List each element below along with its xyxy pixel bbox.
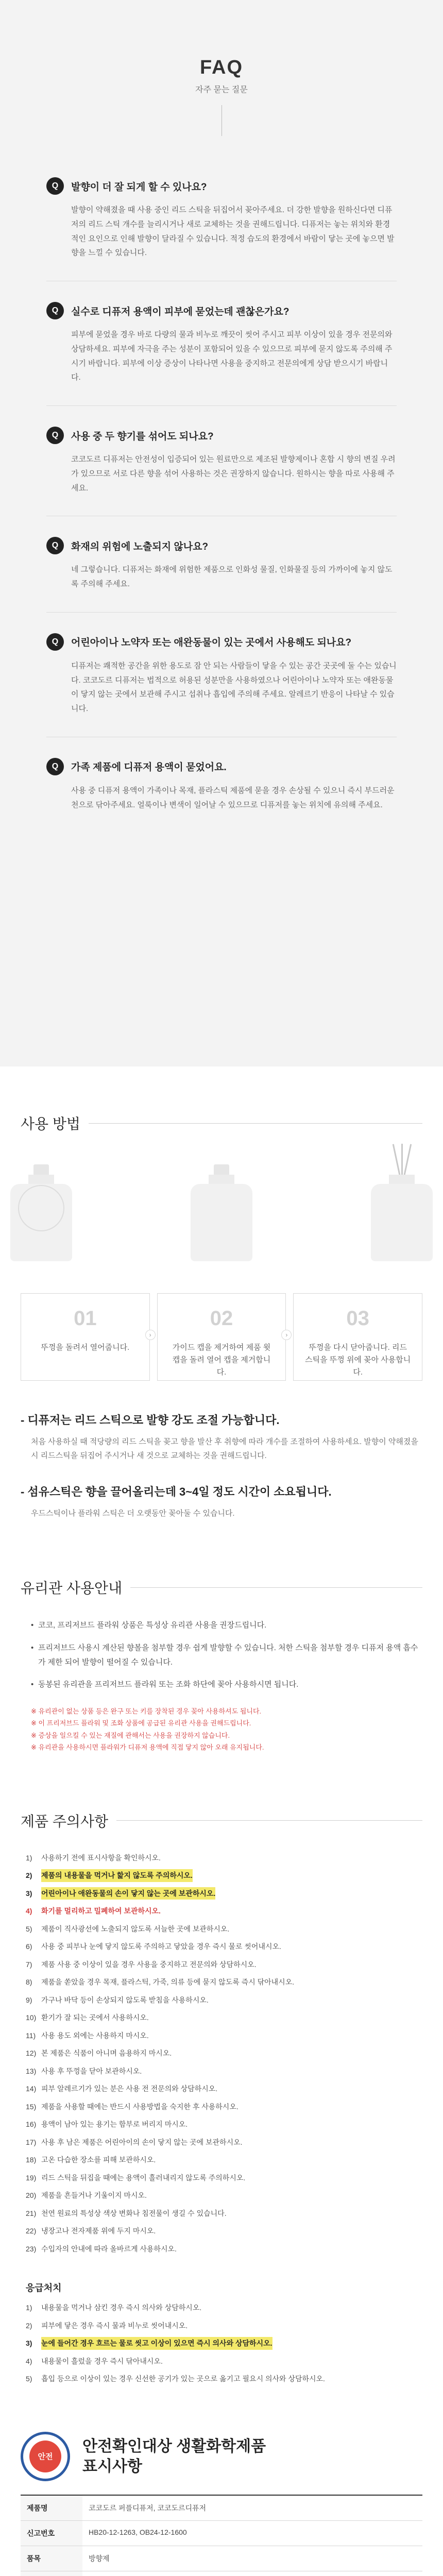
caution-number: 21) [26,2209,37,2217]
usage-step [21,1293,150,1381]
usage-tip-text: 우드스틱이나 플라워 스틱은 더 오랫동안 꽂아둘 수 있습니다. [31,1509,235,1518]
faq-question: 가족 제품에 디퓨저 용액이 묻었어요. [71,762,227,773]
label-value [82,2571,422,2576]
caution-text: 수입자의 안내에 따라 올바르게 사용하시오. [41,2244,177,2253]
glass-title: 유리관 사용안내 [21,1580,123,1596]
table-row [21,2571,422,2576]
caution-number: 19) [26,2173,37,2182]
glass-header [0,1577,443,1598]
caution-item [26,1887,422,1900]
chevron-right-icon: › [281,1330,292,1340]
label-key [21,2571,82,2576]
caution-text: 제품을 사용할 때에는 반드시 사용방법을 숙지한 후 사용하시오. [41,2102,238,2111]
caution-item [26,1958,422,1971]
step-description: 가이드 캡을 제거하여 제품 윗 캡을 돌려 열어 캡을 제거합니다. [172,1343,271,1377]
caution-item [26,2337,422,2350]
caution-number: 3) [26,1889,32,1897]
safety-label-title: 안전확인대상 생활화학제품 [82,2437,266,2455]
step-description: 뚜껑을 다시 닫아줍니다. 리드 스틱을 뚜껑 위에 꽂아 사용합니다. [305,1343,411,1377]
first-aid-title: 응급처치 [26,2283,62,2294]
caution-number: 22) [26,2227,37,2235]
table-row [21,2546,422,2571]
caution-item [26,1869,422,1882]
step-number: 03 [346,1307,369,1330]
caution-text: 피부에 닿은 경우 즉시 물과 비누로 씻어내시오. [41,2321,188,2330]
label-value: HB20-12-1263, OB24-12-1600 [82,2520,422,2546]
faq-item [46,406,397,516]
caution-item [26,2029,422,2042]
first-aid-list [26,2301,422,2385]
faq-title: FAQ [199,57,244,78]
label-key: 제품명 [21,2495,82,2521]
caution-item [26,2065,422,2078]
usage-steps [0,1293,443,1381]
table-row [21,2495,422,2521]
cautions-title: 제품 주의사항 [21,1813,109,1829]
caution-item [26,2301,422,2314]
caution-number: 11) [26,2031,36,2040]
caution-text: 고온 다습한 장소를 피해 보관하시오. [41,2156,156,2164]
caution-number: 10) [26,2013,37,2022]
faq-question: 어린아이나 노약자 또는 애완동물이 있는 곳에서 사용해도 되나요? [71,637,352,649]
glass-guide-list [0,1598,443,1692]
caution-item [26,1852,422,1865]
safety-label-section [21,2432,422,2576]
caution-text: 내용물을 먹거나 삼킨 경우 즉시 의사와 상담하시오. [41,2303,202,2312]
caution-item [26,2172,422,2184]
faq-item [46,157,397,281]
caution-text: 눈에 들어간 경우 흐르는 물로 씻고 이상이 있으면 즉시 의사와 상담하시오. [41,2337,272,2350]
caution-number: 2) [26,2321,32,2330]
caution-number: 23) [26,2244,37,2253]
faq-item [46,281,397,406]
caution-text: 제품을 쏟았을 경우 목재, 플라스틱, 가죽, 의류 등에 묻지 않도록 즉시 닦아내시오. [41,1978,295,1987]
caution-item [26,2136,422,2149]
safety-check-mark-icon: 안전 [21,2432,70,2481]
list-item: • 코코, 프리저브드 플라워 상품은 특성상 유리관 사용을 권장드립니다. [31,1618,422,1633]
glass-notes [0,1700,443,1754]
caution-number: 3) [26,2339,32,2348]
caution-number: 4) [26,1907,32,1916]
usage-step [157,1293,286,1381]
caution-item [26,2243,422,2256]
caution-number: 17) [26,2138,37,2146]
caution-item [26,2319,422,2332]
usage-header [0,1113,443,1133]
question-icon: Q [46,758,64,775]
question-icon: Q [46,537,64,554]
caution-item [26,2047,422,2060]
caution-text: 어린아이나 애완동물의 손이 닿지 않는 곳에 보관하시오. [41,1887,215,1900]
faq-question: 실수로 디퓨저 용액이 피부에 묻었는데 괜찮은가요? [71,306,289,317]
caution-item [26,2100,422,2113]
faq-answer: 디퓨저는 쾌적한 공간을 위한 용도로 잠 안 되는 사람들이 닿을 수 있는 공간 곳곳에 둘 수는 있습니다. 코코도르 디퓨저는 법적으로 허용된 성분만을 사용하였으나 어린아이나 노약자 또는 애완동물이 닿지 않는 곳에서 보관해 주시고 섭취나 흡입에 주의해 주세요. 알레르기 반응이 나타날 수 있습니다. [71,661,397,713]
twist-arrow-icon [18,1185,64,1231]
bottle-with-sticks-illustration [368,1164,435,1262]
caution-text: 흡입 등으로 이상이 있는 경우 신선한 공기가 있는 곳으로 옮기고 필요시 의사와 상담하시오. [41,2375,325,2383]
caution-text: 용액이 남아 있는 용기는 함부로 버리지 마시오. [41,2120,188,2129]
usage-step [293,1293,422,1381]
caution-text: 화기를 멀리하고 밀폐하여 보관하시오. [41,1907,161,1916]
step-number: 01 [74,1307,97,1330]
caution-text: 사용 후 남은 제품은 어린아이의 손이 닿지 않는 곳에 보관하시오. [41,2138,243,2146]
usage-tip [0,1381,443,1463]
note-line: ※ 유리관이 없는 상품 등은 완구 또는 키를 장착된 경우 꽂아 사용하셔도 됩니다. [31,1707,262,1715]
caution-item [26,1994,422,2007]
caution-item [26,2207,422,2220]
usage-tip-title: - 섬유스틱은 향을 끌어올리는데 3~4일 정도 시간이 소요됩니다. [21,1485,332,1498]
caution-number: 2) [26,1871,32,1880]
caution-text: 환기가 잘 되는 곳에서 사용하시오. [41,2013,149,2022]
bottle-illustration [188,1164,255,1262]
glass-tube-section [0,1520,443,1754]
usage-title: 사용 방법 [21,1116,80,1132]
label-value: 코코도르 퍼플디퓨저, 코코도르디퓨저 [82,2495,422,2521]
cautions-section [0,1754,443,2385]
faq-subtitle: 자주 묻는 질문 [195,86,248,94]
list-item: • 동봉된 유리관을 프리저브드 플라워 또는 조화 하단에 꽂아 사용하시면 됩니다. [31,1677,422,1692]
faq-item [46,737,397,833]
usage-illustrations [0,1164,443,1262]
step-description: 뚜껑을 돌려서 열어줍니다. [41,1343,130,1352]
caution-number: 18) [26,2156,37,2164]
caution-item [26,1976,422,1989]
caution-text: 사용 후 뚜껑을 닫아 보관하시오. [41,2066,142,2075]
cautions-header [0,1810,443,1831]
table-row [21,2520,422,2546]
caution-item [26,2189,422,2202]
section-rule [130,1587,422,1588]
caution-item [26,1940,422,1953]
safety-label-header [21,2432,422,2495]
question-icon: Q [46,633,64,651]
caution-text: 천연 원료의 특성상 색상 변화나 침전물이 생길 수 있습니다. [41,2209,227,2217]
faq-answer: 피부에 묻었을 경우 바로 다량의 물과 비누로 깨끗이 씻어 주시고 피부 이상이 있을 경우 전문의와 상담하세요. 피부에 자극을 주는 성분이 포함되어 있을 수 있으므로 피부에 묻지 않도록 주의해 주시기 바랍니다. 피부에 이상 증상이 나타나면 사용을 중지하고 전문의에게 상담 받으시기 바랍니다. [71,330,393,382]
caution-text: 본 제품은 식품이 아니며 음용하지 마시오. [41,2049,172,2058]
caution-text: 제품을 흔들거나 기울이지 마시오. [41,2191,147,2200]
label-key: 품목 [21,2546,82,2571]
section-rule [89,1123,422,1124]
bottle-illustration [8,1164,75,1262]
faq-question: 발향이 더 잘 되게 할 수 있나요? [71,181,207,193]
faq-answer: 사용 중 디퓨저 용액이 가족이나 목재, 플라스틱 제품에 묻을 경우 손상될 수 있으니 즉시 부드러운 천으로 닦아주세요. 얼룩이나 변색이 일어날 수 있으므로 디퓨저를 놓는 위치에 유의해 주세요. [71,786,395,809]
caution-number: 12) [26,2049,37,2058]
step-number: 02 [210,1307,233,1330]
caution-item [26,2082,422,2095]
faq-answer: 네 그렇습니다. 디퓨저는 화재에 위험한 제품으로 인화성 물질, 인화물질 등의 가까이에 놓지 않도록 주의해 주세요. [71,565,393,588]
faq-item [46,613,397,737]
faq-question: 사용 중 두 향기를 섞어도 되나요? [71,431,214,442]
caution-number: 8) [26,1978,32,1987]
usage-tip-title: - 디퓨저는 리드 스틱으로 발향 강도 조절 가능합니다. [21,1414,280,1427]
caution-text: 제품이 직사광선에 노출되지 않도록 서늘한 곳에 보관하시오. [41,1924,230,1933]
caution-number: 4) [26,2357,32,2365]
faq-item [46,516,397,613]
caution-text: 가구나 바닥 등이 손상되지 않도록 받침을 사용하시오. [41,1995,209,2004]
caution-text: 제품 사용 중 이상이 있을 경우 사용을 중지하고 전문의와 상담하시오. [41,1960,257,1969]
caution-text: 사용 용도 외에는 사용하지 마시오. [41,2031,149,2040]
caution-number: 9) [26,1995,32,2004]
caution-number: 16) [26,2120,37,2129]
caution-number: 1) [26,1853,32,1862]
caution-text: 사용 중 피부나 눈에 닿지 않도록 주의하고 닿았을 경우 즉시 물로 씻어내시오. [41,1942,281,1951]
section-rule [116,1820,422,1821]
faq-answer: 발향이 약해졌을 때 사용 중인 리드 스틱을 뒤집어서 꽂아주세요. 더 강한 발향을 원하신다면 디퓨저의 리드 스틱 개수를 늘리시거나 새로 교체하는 것을 권해드립니다. 디퓨저는 놓는 위치와 환경적인 요인으로 인해 발향이 달라질 수 있습니다. 적정 습도의 환경에서 바람이 닿는 곳에 놓으면 발향을 느낄 수 있습니다. [71,206,395,258]
note-line: ※ 이 프리저브드 플라워 및 조화 상품에 공급된 유리관 사용을 권해드립니다. [31,1719,251,1727]
usage-tip [0,1463,443,1520]
caution-number: 20) [26,2191,37,2200]
label-key: 신고번호 [21,2520,82,2546]
caution-item [26,2372,422,2385]
caution-text: 사용하기 전에 표시사항을 확인하시오. [41,1853,161,1862]
list-item: • 프리저브드 사용시 계산된 향볼을 첨부할 경우 쉽게 발향할 수 있습니다. 처한 스틱을 첨부할 경우 디퓨저 용액 흡수가 제한 되어 발향이 떨어질 수 있습니다. [31,1641,422,1670]
chevron-right-icon: › [145,1330,156,1340]
caution-number: 5) [26,1924,32,1933]
question-icon: Q [46,427,64,444]
question-icon: Q [46,302,64,319]
question-icon: Q [46,177,64,195]
faq-answer: 코코도르 디퓨저는 안전성이 입증되어 있는 원료만으로 제조된 발향제이나 혼합 시 향의 변질 우려가 있으므로 서로 다른 향을 섞어 사용하는 것은 권장하지 않습니다. 원하시는 향을 따로 사용해 주세요. [71,455,396,493]
faq-section [0,0,443,1066]
note-line: ※ 유리관을 사용하시면 플라워가 디퓨저 용액에 직접 닿지 않아 오래 유지됩니다. [31,1743,264,1752]
caution-text: 피부 알레르기가 있는 분은 사용 전 전문의와 상담하시오. [41,2084,218,2093]
caution-text: 내용물이 흘렀을 경우 즉시 닦아내시오. [41,2357,163,2365]
caution-item [26,1923,422,1936]
caution-text: 냉장고나 전자제품 위에 두지 마시오. [41,2227,156,2235]
faq-question: 화재의 위험에 노출되지 않나요? [71,541,209,552]
caution-number: 7) [26,1960,32,1969]
usage-section [0,1066,443,1520]
caution-text: 제품의 내용물을 먹거나 핥지 않도록 주의하시오. [41,1869,193,1882]
usage-tip-text: 처음 사용하실 때 적당량의 리드 스틱을 꽂고 향을 발산 후 취향에 따라 개수를 조절하여 사용하세요. 발향이 약해졌을 시 리드스틱을 뒤집어 주시거나 새 것으로 교체하는 것을 권해드립니다. [31,1437,418,1460]
caution-number: 14) [26,2084,37,2093]
caution-number: 13) [26,2066,37,2075]
caution-item [26,2118,422,2131]
caution-item [26,2225,422,2238]
caution-number: 1) [26,2303,32,2312]
caution-item [26,2355,422,2368]
caution-text: 리드 스틱을 뒤집을 때에는 용액이 흘러내리지 않도록 주의하시오. [41,2173,246,2182]
caution-number: 5) [26,2375,32,2383]
label-value: 방향제 [82,2546,422,2571]
caution-number: 15) [26,2102,37,2111]
caution-list [0,1831,443,2256]
caution-number: 6) [26,1942,32,1951]
note-line: ※ 증상을 일으킬 수 있는 재질에 관해서는 사용을 권장하지 않습니다. [31,1731,230,1739]
safety-label-subtitle: 표시사항 [82,2458,142,2475]
caution-item [26,2154,422,2166]
caution-item [26,1905,422,1918]
safety-label-table [21,2495,422,2576]
first-aid [0,2260,443,2385]
caution-item [26,2011,422,2024]
